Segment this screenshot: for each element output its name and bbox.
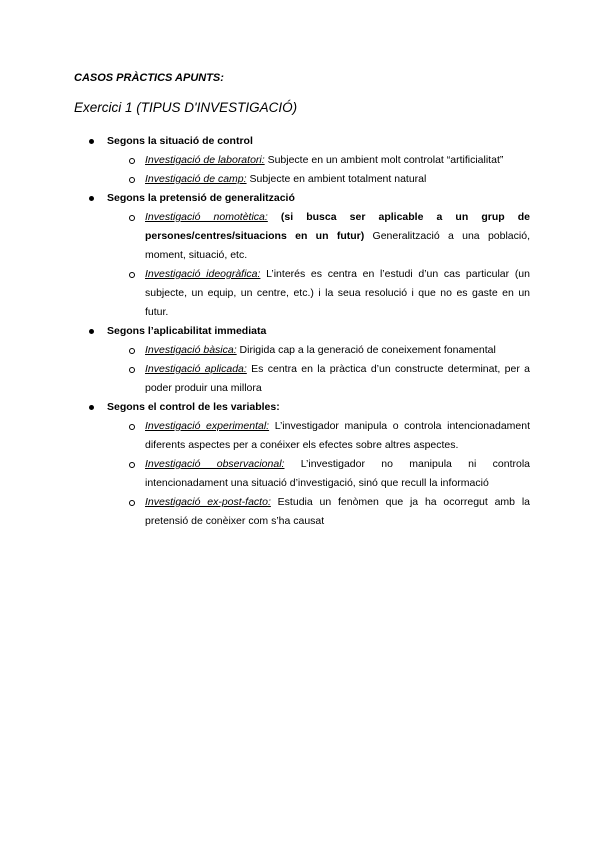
item-term: Investigació aplicada: [145,363,247,375]
list-item [107,170,530,189]
item-text: L’investigador no manipula ni controla intencionadament una situació d’investigació, sinó que recull la informació [145,458,530,489]
circle-bullet-icon [129,348,135,354]
item-text: Subjecte en un ambient molt controlat “artificialitat” [264,154,504,166]
item-text: L’interés es centra en l’estudi d’un cas particular (un subjecte, un equip, un centre, etc.) i la seua resolució i que no es gaste en un futur. [145,268,530,318]
bullet-icon [89,329,94,334]
item-text: Generalització a una població, moment, situació, etc. [145,230,530,261]
document-title: CASOS PRÀCTICS APUNTS: [74,72,224,84]
bullet-icon [89,139,94,144]
item-bold-text: (si busca ser aplicable a un grup de persones/centres/situacions en un futur) [145,211,530,242]
list-item [107,493,530,531]
list-item [107,208,530,265]
item-text: Estudia un fenòmen que ja ha ocorregut amb la pretensió de conèixer com s’ha causat [145,496,530,527]
list-item [107,151,530,170]
section-heading: Segons l’aplicabilitat immediata [107,325,267,337]
circle-bullet-icon [129,158,135,164]
item-text: Subjecte en ambient totalment natural [246,173,427,185]
bullet-icon [89,196,94,201]
exercise-title: Exercici 1 (TIPUS D'INVESTIGACIÓ) [74,100,298,115]
item-term: Investigació ideogràfica: [145,268,261,280]
section-heading: Segons la pretensió de generalització [107,192,295,204]
section-control [86,132,530,189]
circle-bullet-icon [129,424,135,430]
section-variables [86,398,530,531]
list-item [107,341,530,360]
list-item [107,360,530,398]
outline [86,132,530,531]
list-item [107,417,530,455]
section-heading: Segons el control de les variables: [107,401,280,413]
item-term: Investigació nomotètica: [145,211,268,223]
item-term: Investigació de laboratori: [145,154,265,166]
list-item [107,265,530,322]
list-item [107,455,530,493]
section-applicability [86,322,530,398]
item-term: Investigació experimental: [145,420,270,432]
bullet-icon [89,405,94,410]
item-text: Es centra en la pràctica d’un constructe determinat, per a poder produir una millora [145,363,530,394]
item-term: Investigació bàsica: [145,344,237,356]
item-term: Investigació de camp: [145,173,247,185]
circle-bullet-icon [129,272,135,278]
circle-bullet-icon [129,500,135,506]
circle-bullet-icon [129,462,135,468]
item-term: Investigació observacional: [145,458,285,470]
item-text: Dirigida cap a la generació de coneixement fonamental [236,344,496,356]
item-term: Investigació ex-post-facto: [145,496,271,508]
circle-bullet-icon [129,367,135,373]
section-generalization [86,189,530,322]
item-text: L’investigador manipula o controla intencionadament diferents aspectes per a conéixer els efectes sobre altres aspectes. [145,420,530,451]
section-heading: Segons la situació de control [107,135,253,147]
circle-bullet-icon [129,215,135,221]
circle-bullet-icon [129,177,135,183]
